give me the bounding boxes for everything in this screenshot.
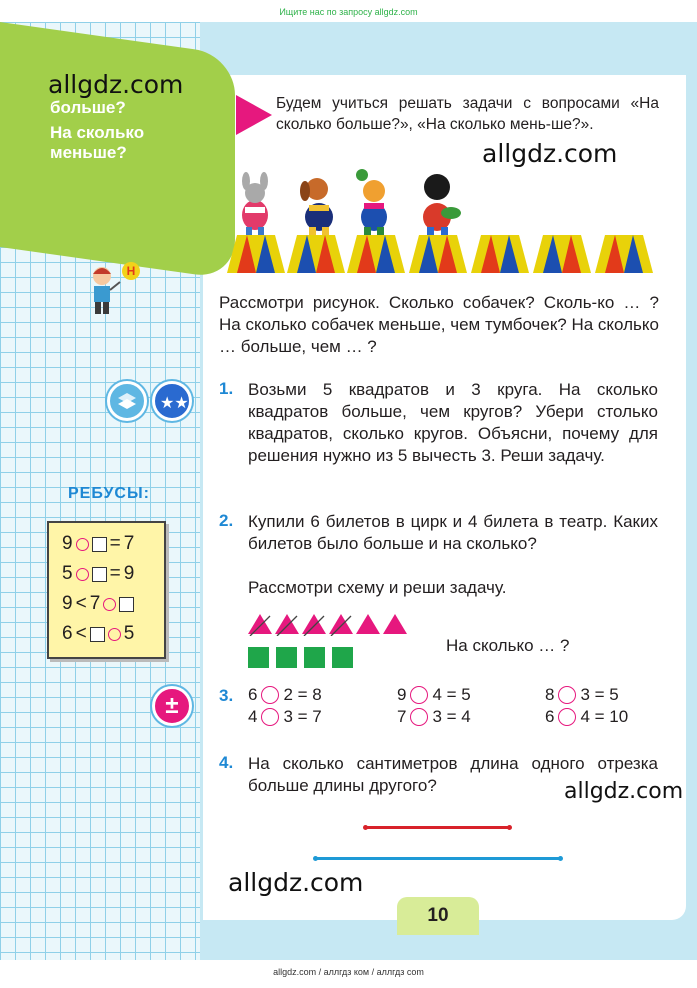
eq-left: 4	[248, 707, 258, 726]
equation	[545, 707, 628, 727]
tab-line-2: На сколько	[50, 123, 145, 142]
svg-text:★★: ★★	[160, 393, 189, 412]
rebus-value: 5	[123, 623, 135, 644]
rebus-row	[62, 623, 134, 645]
equation	[397, 707, 471, 727]
sign-circle-icon	[76, 568, 89, 581]
watermark: allgdz.com	[48, 70, 184, 99]
scheme-question: На сколько … ?	[446, 636, 570, 655]
stars-icon	[152, 381, 192, 421]
number-square-icon	[92, 567, 107, 582]
sign-circle-icon	[410, 686, 428, 704]
equation	[248, 685, 322, 705]
sign-circle-icon	[103, 598, 116, 611]
eq-right: 3 = 7	[283, 707, 322, 726]
rebus-value: 9	[123, 563, 135, 584]
rebus-row	[62, 533, 134, 555]
pointer-triangle-icon	[236, 95, 272, 135]
task-2-text: Купили 6 билетов в цирк и 4 билета в театр. Каких билетов было больше и на сколько?	[248, 512, 658, 553]
stool-6-icon	[533, 235, 591, 273]
eq-left: 6	[545, 707, 555, 726]
equation	[248, 707, 322, 727]
stool-2-icon	[287, 235, 345, 273]
intro-text: Будем учиться решать задачи с вопросами «На сколько больше?», «На сколько мень-ше?».	[276, 95, 659, 133]
dog-1-icon	[242, 172, 268, 235]
task-2-instruction: Рассмотри схему и реши задачу.	[248, 578, 507, 597]
rebus-value: 7	[123, 533, 135, 554]
dog-3-icon	[356, 169, 387, 235]
equation	[397, 685, 471, 705]
circus-dogs-illustration	[219, 165, 659, 275]
number-square-icon	[90, 627, 105, 642]
rebus-sign: =	[109, 563, 121, 584]
boy-character-icon	[84, 262, 144, 322]
sign-circle-icon	[558, 708, 576, 726]
dog-4-icon	[423, 174, 461, 235]
rebus-row	[62, 593, 134, 615]
eq-left: 7	[397, 707, 407, 726]
picture-question: Рассмотри рисунок. Сколько собачек? Сколь-ко … ? На сколько собачек меньше, чем тумбочек? На сколько … больше, чем … ?	[219, 293, 659, 356]
tab-line-3: меньше?	[50, 143, 127, 162]
tickets-scheme-squares	[248, 647, 368, 674]
watermark: allgdz.com	[482, 139, 618, 168]
eq-left: 9	[397, 685, 407, 704]
rebus-value: 5	[62, 563, 73, 584]
sign-circle-icon	[410, 708, 428, 726]
rebus-box	[47, 521, 166, 659]
sign-circle-icon	[108, 628, 121, 641]
task-number: 2.	[219, 511, 234, 530]
rebus-sign: <	[75, 593, 87, 614]
tab-line-1: больше?	[50, 98, 126, 117]
equation	[545, 685, 619, 705]
stool-3-icon	[347, 235, 405, 273]
segment-blue	[315, 857, 561, 860]
rebus-title: РЕБУСЫ:	[68, 485, 150, 502]
rebus-value: 6	[62, 623, 73, 644]
bottom-note: allgdz.com / аллгдз ком / аллгдз com	[273, 967, 424, 977]
eq-left: 8	[545, 685, 555, 704]
eq-right: 2 = 8	[283, 685, 322, 704]
sign-circle-icon	[261, 686, 279, 704]
task-1-text: Возьми 5 квадратов и 3 круга. На сколько квадратов больше, чем кругов? Убери столько квадратов, сколько кругов. Объясни, почему для решения нужно из 5 вычесть 3. Реши задачу.	[248, 380, 658, 465]
watermark: allgdz.com	[564, 779, 684, 804]
rebus-sign: <	[75, 623, 87, 644]
stool-4-icon	[409, 235, 467, 273]
eq-right: 4 = 5	[432, 685, 471, 704]
top-note: Ищите нас по запросу allgdz.com	[279, 7, 418, 17]
letter-badge: Н	[122, 262, 140, 280]
sign-circle-icon	[558, 686, 576, 704]
sign-circle-icon	[76, 538, 89, 551]
page-number: 10	[397, 897, 479, 935]
rebus-value: 9	[62, 533, 73, 554]
segment-red	[365, 826, 510, 829]
watermark: allgdz.com	[228, 868, 364, 897]
sign-circle-icon	[261, 708, 279, 726]
stool-7-icon	[595, 235, 653, 273]
eq-right: 3 = 5	[580, 685, 619, 704]
dogs-and-stools-picture	[219, 165, 659, 275]
tickets-scheme-triangles	[248, 612, 418, 641]
number-square-icon	[92, 537, 107, 552]
rebus-value: 9	[62, 593, 73, 614]
rebus-sign: =	[109, 533, 121, 554]
rebus-row	[62, 563, 134, 585]
task-4-text: На сколько сантиметров длина одного отрезка больше длины другого?	[248, 754, 658, 795]
task-number: 1.	[219, 379, 234, 398]
rebus-value: 7	[89, 593, 101, 614]
number-square-icon	[119, 597, 134, 612]
dog-2-icon	[300, 178, 333, 235]
eq-right: 4 = 10	[580, 707, 629, 726]
plus-minus-icon: ±	[152, 686, 192, 726]
task-number: 4.	[219, 753, 234, 772]
book-icon	[107, 381, 147, 421]
eq-right: 3 = 4	[432, 707, 471, 726]
stool-1-icon	[227, 235, 285, 273]
eq-left: 6	[248, 685, 258, 704]
stool-5-icon	[471, 235, 529, 273]
task-number: 3.	[219, 686, 234, 705]
